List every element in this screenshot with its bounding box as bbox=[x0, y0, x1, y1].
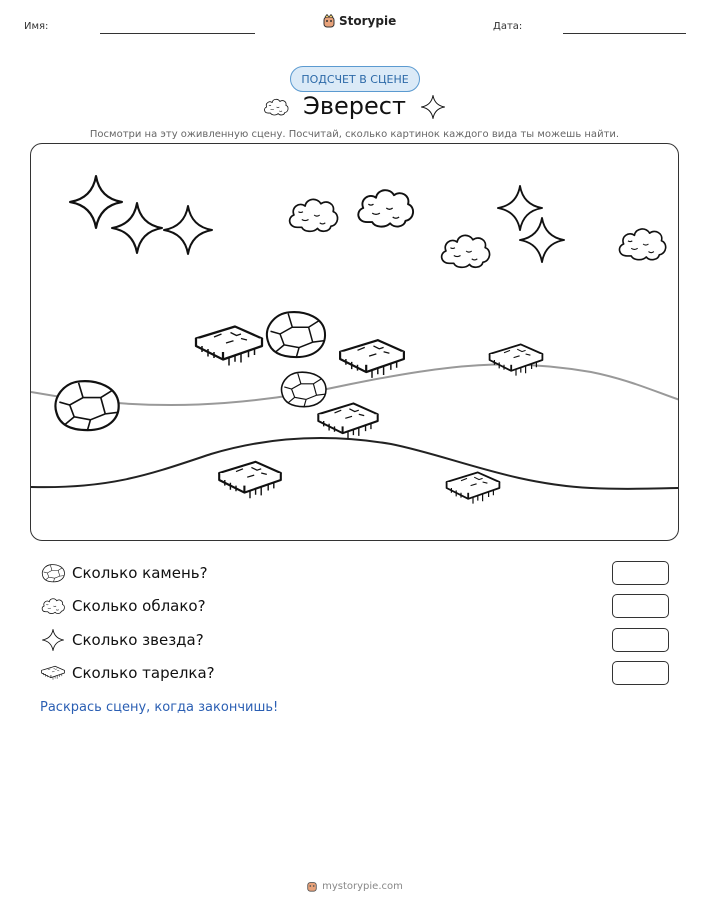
plate bbox=[219, 462, 281, 498]
star bbox=[164, 206, 212, 254]
brand-name: Storypie bbox=[339, 14, 397, 28]
answer-box-cloud[interactable] bbox=[612, 594, 669, 618]
name-field[interactable] bbox=[100, 33, 255, 34]
cloud bbox=[290, 199, 338, 231]
coloring-note: Раскрась сцену, когда закончишь! bbox=[40, 700, 279, 715]
footer-url[interactable]: mystorypie.com bbox=[322, 880, 403, 892]
activity-badge: ПОДСЧЕТ В СЦЕНЕ bbox=[290, 66, 420, 92]
name-label: Имя: bbox=[24, 21, 49, 32]
rock bbox=[267, 312, 325, 357]
question-text: Сколько тарелка? bbox=[72, 664, 215, 682]
rock bbox=[55, 381, 118, 430]
cloud bbox=[619, 229, 665, 260]
plate bbox=[447, 472, 500, 503]
star-icon bbox=[40, 628, 66, 652]
instructions: Посмотри на эту оживленную сцену. Посчитай, сколько картинок каждого вида ты можешь найти. bbox=[89, 129, 620, 140]
star bbox=[498, 186, 542, 230]
rock-icon bbox=[40, 562, 66, 584]
question-text: Сколько облако? bbox=[72, 597, 206, 615]
plate-icon bbox=[40, 662, 66, 684]
star bbox=[520, 218, 564, 262]
answer-box-rock[interactable] bbox=[612, 561, 669, 585]
star-icon bbox=[421, 95, 445, 119]
rock bbox=[282, 372, 326, 406]
star bbox=[112, 203, 162, 253]
distant-hill-line bbox=[31, 364, 679, 405]
star bbox=[70, 176, 122, 228]
date-label: Дата: bbox=[493, 21, 523, 32]
scene-frame bbox=[30, 143, 679, 541]
question-text: Сколько звезда? bbox=[72, 631, 204, 649]
question-cloud bbox=[40, 593, 680, 619]
answer-box-plate[interactable] bbox=[612, 661, 669, 685]
cloud bbox=[358, 190, 413, 226]
question-rock bbox=[40, 560, 680, 586]
page-title: Эверест bbox=[303, 92, 406, 120]
question-plate bbox=[40, 660, 680, 686]
question-text: Сколько камень? bbox=[72, 564, 208, 582]
plate bbox=[490, 344, 543, 375]
cloud bbox=[442, 235, 490, 267]
storypie-logo-icon bbox=[322, 14, 336, 28]
footer bbox=[0, 880, 709, 892]
plate bbox=[340, 340, 404, 378]
scene-illustration bbox=[31, 144, 679, 541]
brand-logo bbox=[322, 14, 396, 28]
question-star bbox=[40, 627, 680, 653]
answer-box-star[interactable] bbox=[612, 628, 669, 652]
plate bbox=[318, 403, 377, 438]
plate bbox=[196, 327, 262, 366]
storypie-logo-icon bbox=[306, 880, 318, 892]
date-field[interactable] bbox=[563, 33, 686, 34]
near-hill-line bbox=[31, 438, 679, 489]
cloud-icon bbox=[40, 595, 66, 617]
